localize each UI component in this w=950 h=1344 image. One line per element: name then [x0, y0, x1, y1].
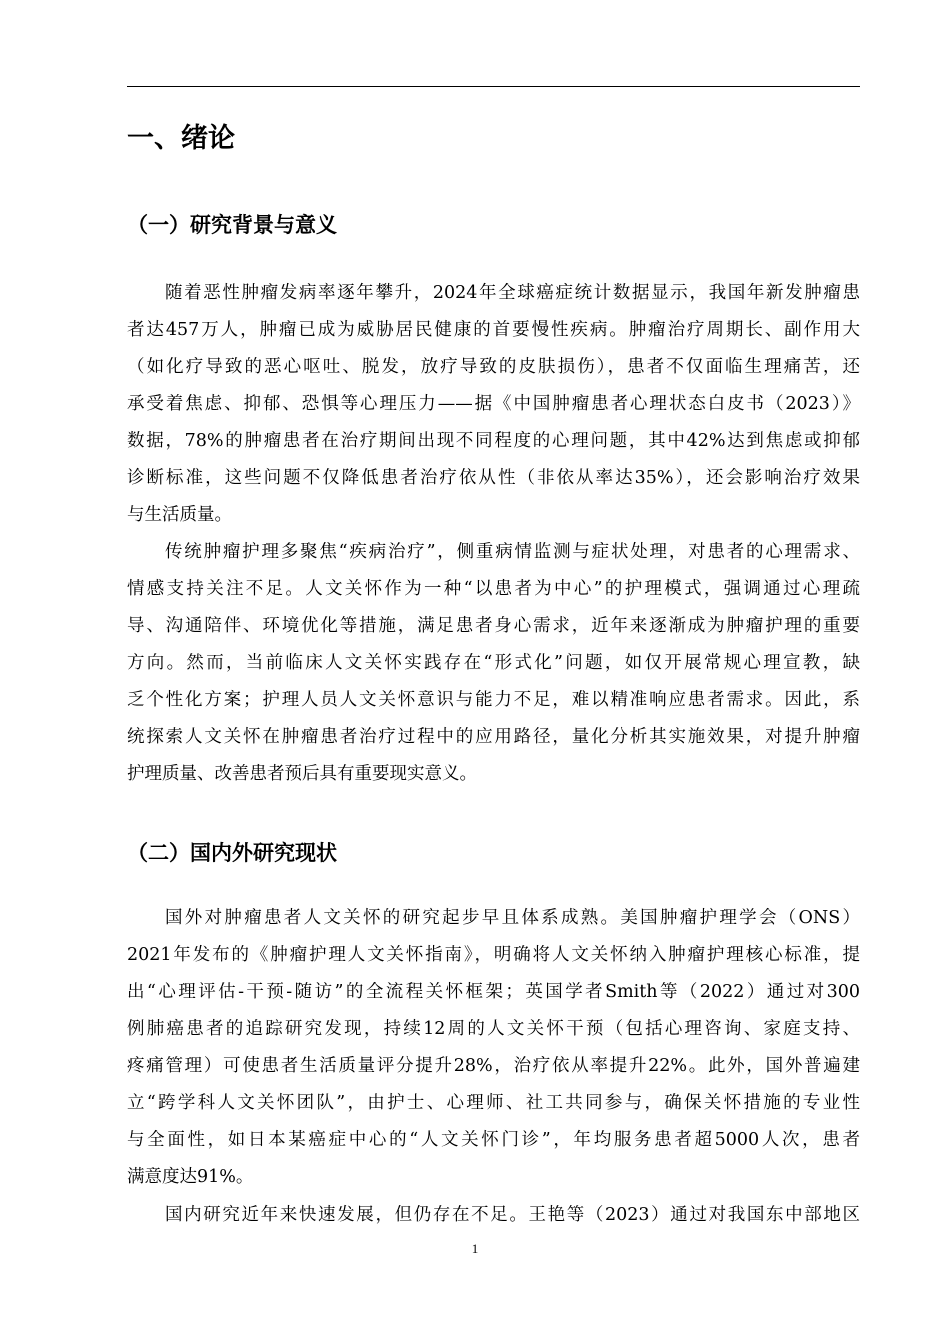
paragraph-line: 2021年发布的《肿瘤护理人文关怀指南》，明确将人文关怀纳入肿瘤护理核心标准，提 [127, 945, 860, 965]
paragraph [127, 900, 860, 1196]
paragraph-line: 乏个性化方案；护理人员人文关怀意识与能力不足，难以精准响应患者需求。因此，系 [127, 690, 860, 710]
paragraph-line: 传统肿瘤护理多聚焦“疾病治疗”，侧重病情监测与症状处理，对患者的心理需求、 [165, 542, 860, 562]
header-rule [127, 86, 860, 87]
paragraph-line: 与全面性，如日本某癌症中心的“人文关怀门诊”，年均服务患者超5000人次，患者 [127, 1130, 860, 1150]
paragraph-line: 统探索人文关怀在肿瘤患者治疗过程中的应用路径，量化分析其实施效果，对提升肿瘤 [127, 727, 860, 747]
paragraph [127, 275, 860, 534]
chapter-heading: 一、绪论 [127, 123, 235, 154]
paragraph-line: 情感支持关注不足。人文关怀作为一种“以患者为中心”的护理模式，强调通过心理疏 [127, 579, 860, 599]
paragraph-line: 者达457万人，肿瘤已成为威胁居民健康的首要慢性疾病。肿瘤治疗周期长、副作用大 [127, 320, 860, 340]
section-title-background: （一）研究背景与意义 [127, 213, 337, 237]
paragraph-line: 随着恶性肿瘤发病率逐年攀升，2024年全球癌症统计数据显示，我国年新发肿瘤患 [165, 283, 860, 303]
paragraph-line: 方向。然而，当前临床人文关怀实践存在“形式化”问题，如仅开展常规心理宣教，缺 [127, 653, 860, 673]
paragraph-line: 国外对肿瘤患者人文关怀的研究起步早且体系成熟。美国肿瘤护理学会（ONS） [165, 908, 860, 928]
paragraph-line: （如化疗导致的恶心呕吐、脱发，放疗导致的皮肤损伤），患者不仅面临生理痛苦，还 [127, 357, 860, 377]
paragraph-line: 诊断标准，这些问题不仅降低患者治疗依从性（非依从率达35%），还会影响治疗效果 [127, 468, 860, 488]
paragraph-line: 出“心理评估-干预-随访”的全流程关怀框架；英国学者Smith等（2022）通过对300 [127, 982, 860, 1002]
paragraph-line: 护理质量、改善患者预后具有重要现实意义。 [127, 764, 477, 784]
paragraph [127, 534, 860, 793]
page-number: 1 [471, 1241, 479, 1256]
paragraph-line: 数据，78%的肿瘤患者在治疗期间出现不同程度的心理问题，其中42%达到焦虑或抑郁 [127, 431, 860, 451]
paragraph-line: 例肺癌患者的追踪研究发现，持续12周的人文关怀干预（包括心理咨询、家庭支持、 [127, 1019, 860, 1039]
paragraph-line: 与生活质量。 [127, 505, 232, 525]
paragraph-line: 国内研究近年来快速发展，但仍存在不足。王艳等（2023）通过对我国东中部地区 [165, 1205, 860, 1225]
paragraph-line: 疼痛管理）可使患者生活质量评分提升28%，治疗依从率提升22%。此外，国外普遍建 [127, 1056, 860, 1076]
paragraph-line: 导、沟通陪伴、环境优化等措施，满足患者身心需求，近年来逐渐成为肿瘤护理的重要 [127, 616, 860, 636]
section-title-research-status: （二）国内外研究现状 [127, 841, 337, 865]
paragraph [127, 1197, 860, 1234]
paragraph-line: 承受着焦虑、抑郁、恐惧等心理压力——据《中国肿瘤患者心理状态白皮书（2023）》 [127, 394, 860, 414]
paragraph-line: 满意度达91%。 [127, 1167, 254, 1187]
paragraph-line: 立“跨学科人文关怀团队”，由护士、心理师、社工共同参与，确保关怀措施的专业性 [127, 1093, 860, 1113]
